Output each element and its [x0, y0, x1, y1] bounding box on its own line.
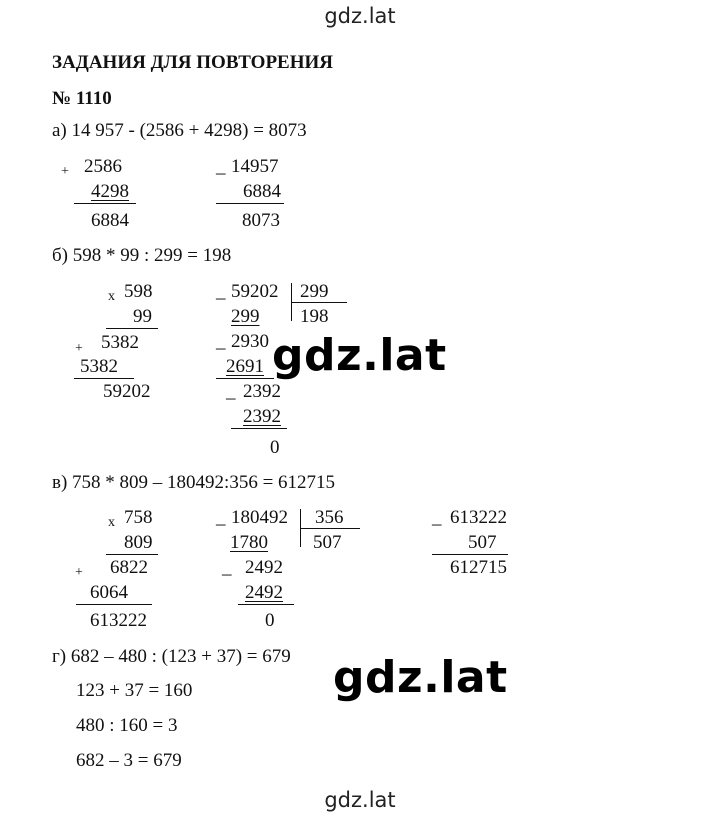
b-div-sign2: _ [216, 331, 226, 352]
v-div-r3: 2492 [245, 582, 283, 603]
v-sub-bottom: 507 [468, 532, 497, 553]
v-mul-result: 613222 [90, 610, 147, 631]
b-div-r1: 299 [231, 306, 260, 327]
b-div-dividend: 59202 [231, 281, 279, 302]
b-div-rule2 [216, 378, 274, 379]
v-mul-rule1 [106, 554, 158, 555]
watermark-bottom: gdz.lat [324, 788, 396, 812]
v-mul-sign: x [108, 515, 115, 530]
b-mul-plus: + [75, 341, 83, 356]
g-step1: 123 + 37 = 160 [76, 680, 193, 701]
v-sub-rule [432, 554, 508, 555]
v-div-rule2 [238, 604, 294, 605]
v-div-quotient: 507 [313, 532, 342, 553]
g-step2: 480 : 160 = 3 [76, 715, 178, 736]
b-div-r4: 2392 [243, 381, 281, 402]
b-div-r3: 2691 [226, 356, 264, 377]
a-sub-top: 14957 [231, 156, 279, 177]
v-sub-top: 613222 [450, 507, 507, 528]
a-add-rule [74, 203, 136, 204]
a-sub-bottom: 6884 [243, 181, 281, 202]
b-div-sign3: _ [226, 381, 236, 402]
a-add-bottom: 4298 [91, 181, 129, 202]
v-div-sign1: _ [216, 507, 226, 528]
b-mul-rule1 [106, 328, 158, 329]
b-mul-result: 59202 [103, 381, 151, 402]
v-div-r1: 1780 [230, 532, 268, 553]
watermark-center: gdz.lat [272, 330, 447, 381]
b-mul-p1: 5382 [101, 332, 139, 353]
b-div-sign1: _ [216, 281, 226, 302]
b-div-remainder: 0 [270, 437, 280, 458]
b-div-quotient: 198 [300, 306, 329, 322]
v-div-remainder: 0 [265, 610, 275, 631]
v-div-divisor: 356 [315, 507, 344, 528]
b-div-divisor: 299 [300, 281, 329, 302]
b-div-rule3 [231, 428, 287, 429]
b-div-r2: 2930 [231, 331, 269, 352]
v-sub-result: 612715 [450, 557, 507, 578]
b-div-r5: 2392 [243, 406, 281, 427]
v-mul-plus: + [75, 565, 83, 580]
b-mul-p2: 5382 [80, 356, 118, 377]
b-mul-sign: x [108, 289, 115, 304]
exercise-number: № 1110 [52, 88, 112, 109]
a-add-sign: + [61, 164, 69, 179]
v-div-sign2: _ [222, 557, 232, 578]
v-mul-p2: 6064 [90, 582, 128, 603]
v-mul-p1: 6822 [110, 557, 148, 578]
watermark-right: gdz.lat [333, 652, 508, 703]
v-div-r2: 2492 [245, 557, 283, 578]
task-b-line: б) 598 * 99 : 299 = 198 [52, 245, 232, 266]
a-sub-result: 8073 [242, 210, 280, 231]
section-title: ЗАДАНИЯ ДЛЯ ПОВТОРЕНИЯ [52, 52, 334, 73]
watermark-top: gdz.lat [324, 4, 396, 28]
v-mul-bottom: 809 [124, 532, 153, 553]
task-v-line: в) 758 * 809 – 180492:356 = 612715 [52, 472, 336, 493]
v-sub-sign: _ [432, 507, 442, 528]
a-sub-sign: _ [216, 156, 226, 177]
v-div-rule [300, 528, 360, 529]
v-mul-top: 758 [124, 507, 153, 528]
b-mul-rule2 [74, 378, 134, 379]
b-mul-top: 598 [124, 281, 153, 302]
b-div-rule [291, 302, 347, 303]
task-g-line: г) 682 – 480 : (123 + 37) = 679 [52, 646, 291, 667]
v-div-dividend: 180492 [231, 507, 288, 528]
g-step3: 682 – 3 = 679 [76, 750, 182, 771]
b-mul-bottom: 99 [133, 306, 152, 327]
v-mul-rule2 [76, 604, 152, 605]
a-sub-rule [216, 203, 284, 204]
a-add-top: 2586 [84, 156, 122, 177]
task-a-line: а) 14 957 - (2586 + 4298) = 8073 [52, 120, 307, 141]
a-add-result: 6884 [91, 210, 129, 231]
